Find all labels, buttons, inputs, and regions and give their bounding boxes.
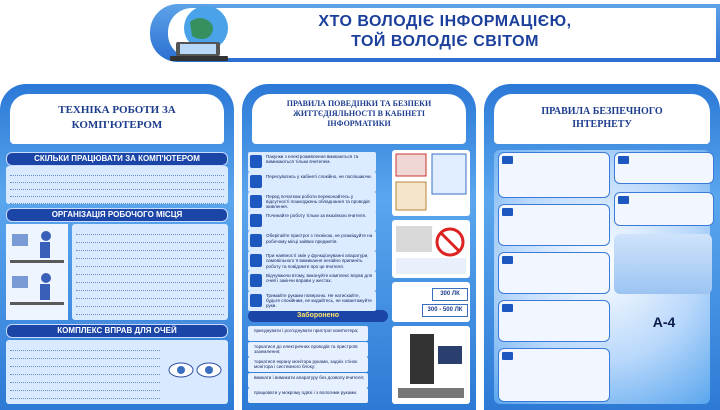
rule-item	[248, 172, 376, 192]
panel3-title: ПРАВИЛА БЕЗПЕЧНОГО ІНТЕРНЕТУ	[541, 106, 663, 130]
lux-value-2: 300 - 500 ЛК	[422, 304, 468, 317]
work-time-text	[6, 166, 228, 204]
rule-2-icon	[618, 156, 629, 164]
page-title	[195, 12, 695, 52]
forbidden-text: вмикати і вимикати апаратуру без дозволу вчителя;	[254, 374, 365, 380]
panel1-header	[10, 94, 224, 144]
panel-internet-safety	[484, 84, 720, 410]
section-workplace-label: ОРГАНІЗАЦІЯ РОБОЧОГО МІСЦЯ	[51, 210, 183, 219]
rule-icon	[250, 175, 262, 188]
rule-icon	[250, 254, 262, 267]
title-line-2: ТОЙ ВОЛОДІЄ СВІТОМ	[351, 33, 539, 50]
rule-icon	[250, 294, 262, 307]
forbidden-item	[248, 373, 368, 388]
rule-item	[248, 231, 376, 251]
panel2-title: ПРАВИЛА ПОВЕДІНКИ ТА БЕЗПЕКИ ЖИТТЄДІЯЛЬНОСТІ В КАБІНЕТІ ІНФОРМАТИКИ	[286, 99, 432, 128]
forbidden-item	[248, 342, 368, 357]
title-line-1: ХТО ВОЛОДІЄ ІНФОРМАЦІЄЮ,	[318, 13, 572, 30]
lighting-norms-table	[392, 282, 470, 322]
forbidden-item	[248, 326, 368, 341]
forbidden-text: торкатися екрану монітора руками, задніх стінок монітора і системного блоку;	[254, 359, 358, 370]
forbidden-item	[248, 357, 368, 372]
internet-rule-7	[498, 348, 610, 402]
rule-item	[248, 291, 376, 311]
internet-rule-6	[498, 300, 610, 342]
eye-exercises-lines	[10, 343, 160, 399]
rule-text: Тримайте руками поверхню. Не натискайте, будьте спокійним, не кидайтесь, не навантажуйте руки.	[266, 292, 372, 309]
eyes-icon	[166, 350, 224, 390]
panel-safety-rules	[242, 84, 476, 410]
rule-item	[248, 192, 376, 212]
internet-rule-1	[498, 152, 610, 198]
forbidden-item	[248, 388, 368, 403]
section-eye-exercises-label: КОМПЛЕКС ВПРАВ ДЛЯ ОЧЕЙ	[57, 326, 177, 335]
internet-rule-3	[498, 204, 610, 246]
equipment-illustration	[392, 326, 470, 404]
section-work-time	[6, 152, 228, 166]
rule-6-icon	[502, 304, 513, 312]
panel3-header	[494, 94, 710, 144]
forbidden-header: Заборонено	[248, 310, 388, 322]
rule-text: Починайте роботу тільки за вказівкою вчителя.	[266, 213, 367, 219]
panel1-title: ТЕХНІКА РОБОТИ ЗА КОМП'ЮТЕРОМ	[58, 104, 176, 131]
workplace-text	[72, 224, 228, 320]
no-entry-icon	[392, 220, 470, 278]
forbidden-text: торкатися до електричних проводів та пристроїв заземлення;	[254, 343, 358, 354]
rule-item	[248, 271, 376, 291]
rule-7-icon	[502, 352, 513, 360]
panel-computer-technique	[0, 84, 234, 410]
rule-item	[248, 251, 376, 271]
paper-size-label: А-4	[652, 314, 676, 330]
eye-exercises-text	[6, 340, 228, 404]
rule-text: Пакунки з електроживлення вмикаються та вимикаються тільки вчителем.	[266, 154, 359, 165]
safety-photo-image	[392, 220, 470, 278]
rule-icon	[250, 155, 262, 168]
section-eye-exercises	[6, 324, 228, 338]
workplace-posture-illustration	[6, 224, 68, 320]
rule-3-icon	[502, 208, 513, 216]
rule-5-icon	[502, 256, 513, 264]
internet-rule-2	[614, 152, 714, 184]
lux-value-1: 300 ЛК	[432, 288, 468, 301]
rule-icon	[250, 214, 262, 227]
internet-image-placeholder	[614, 234, 712, 294]
computer-tower-icon	[392, 326, 470, 404]
internet-rule-4	[614, 192, 714, 226]
forbidden-text: приєднувати і роз'єднувати пристрої комп'ютера;	[254, 328, 359, 333]
panel2-header	[252, 94, 466, 144]
safety-diagram-image	[392, 150, 470, 216]
rule-text: При наявності змін у функціонуванні апаратури, самовільного її вимикання негайно припиніть роботу та повідомте про це вчителя.	[266, 253, 369, 269]
rule-text: Оберігайте пристрої з технікою, не розміщуйте на робочому місці зайвих предметів.	[266, 233, 373, 244]
rule-item	[248, 211, 376, 231]
rule-4-icon	[618, 196, 629, 204]
rule-icon	[250, 234, 262, 247]
rule-1-icon	[502, 156, 513, 164]
section-work-time-label: СКІЛЬКИ ПРАЦЮВАТИ ЗА КОМП'ЮТЕРОМ	[34, 154, 200, 163]
rule-text: Пересуватись у кабінеті спокійно, не поспішаючи.	[266, 173, 372, 179]
work-time-lines	[10, 169, 224, 204]
internet-rule-5	[498, 252, 610, 294]
rule-icon	[250, 195, 262, 208]
workplace-lines	[76, 227, 224, 323]
rule-item	[248, 152, 376, 172]
workplace-diagram-icon	[392, 150, 470, 216]
forbidden-text: працювати у мокрому одязі і з вологими руками.	[254, 390, 358, 396]
rule-text: Перед початком роботи переконайтесь у відсутності пошкоджень обладнання та проводів живлення.	[266, 193, 370, 210]
section-workplace	[6, 208, 228, 222]
rule-icon	[250, 274, 262, 287]
rule-text: Відчуваючи втому, виконуйте комплекс вправ для очей і закінчи вправи у жестах.	[266, 272, 373, 284]
